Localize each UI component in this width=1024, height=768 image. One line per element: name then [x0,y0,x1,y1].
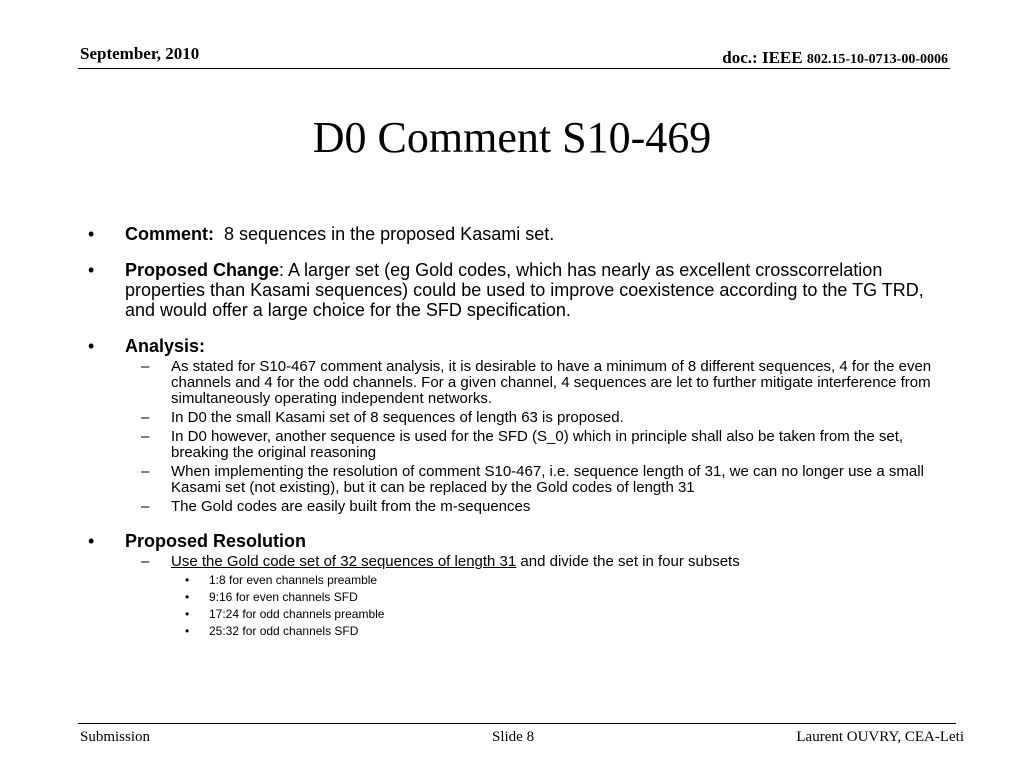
analysis-item [88,429,948,461]
footer-divider [78,723,956,724]
bullet-marker: • [88,531,95,551]
analysis-item [88,464,948,496]
bullet-proposed-resolution [88,531,948,551]
dash-marker: – [141,409,150,426]
proposed-resolution-label: Proposed Resolution [125,531,307,551]
doc-prefix: doc.: IEEE [722,48,803,67]
footer-submission: Submission [80,729,151,745]
dash-marker: – [141,463,150,480]
slide-body [88,224,948,638]
dash-marker: – [141,553,150,570]
resolution-subitem [88,590,948,604]
resolution-underlined-text: Use the Gold code set of 32 sequences of length 31 [171,553,517,570]
dash-marker: – [141,428,150,445]
bullet-proposed-change [88,260,948,320]
dash-marker: – [141,498,150,515]
resolution-item [88,554,948,570]
analysis-item [88,410,948,426]
sub-bullet-marker: • [185,573,190,587]
analysis-label: Analysis: [125,336,206,356]
proposed-change-text: : A larger set (eg Gold codes, which has nearly as excellent crosscorrelation properties than Kasami sequences) could be used to improve coexistence according to the TG TRD, and would offer a large choice for the SFD specification. [125,260,924,320]
bullet-comment [88,224,948,244]
resolution-subitem-text: 1:8 for even channels preamble [209,573,378,587]
resolution-rest-text: and divide the set in four subsets [516,553,740,570]
analysis-item-text: The Gold codes are easily built from the m-sequences [171,498,531,515]
doc-number: 802.15-10-0713-00-0006 [806,52,948,67]
bullet-marker: • [88,260,95,280]
analysis-item-text: In D0 however, another sequence is used for the SFD (S_0) which in principle shall also be taken from the set, breaking the original reasoning [171,428,904,461]
slide-title: D0 Comment S10-469 [312,113,712,162]
resolution-subitem [88,624,948,638]
bullet-analysis [88,336,948,356]
dash-marker: – [141,358,150,375]
analysis-item [88,499,948,515]
header-date: September, 2010 [80,44,200,63]
bullet-marker: • [88,224,95,244]
resolution-subitem-text: 9:16 for even channels SFD [209,590,358,604]
bullet-marker: • [88,336,95,356]
analysis-item-text: In D0 the small Kasami set of 8 sequences of length 63 is proposed. [171,409,624,426]
comment-text: 8 sequences in the proposed Kasami set. [224,224,555,244]
resolution-subitem-text: 17:24 for odd channels preamble [209,607,385,621]
header-divider [78,68,950,69]
sub-bullet-marker: • [185,624,190,638]
analysis-item-text: When implementing the resolution of comment S10-467, i.e. sequence length of 31, we can no longer use a small Kasami set (not existing), but it can be replaced by the Gold codes of length 31 [171,463,924,496]
footer-slide-number: Slide 8 [492,729,535,745]
footer-author: Laurent OUVRY, CEA-Leti [796,729,964,745]
sub-bullet-marker: • [185,590,190,604]
resolution-subitem [88,573,948,587]
proposed-change-label: Proposed Change [125,260,280,280]
sub-bullet-marker: • [185,607,190,621]
analysis-item-text: As stated for S10-467 comment analysis, it is desirable to have a minimum of 8 different sequences, 4 for the even channels and 4 for the odd channels. For a given channel, 4 sequences are let to further mitigate interference from simultaneously operating independent networks. [171,358,932,407]
header-doc-id [722,48,948,68]
resolution-subitem-text: 25:32 for odd channels SFD [209,624,359,638]
resolution-subitem [88,607,948,621]
comment-label: Comment: [125,224,214,244]
analysis-item [88,359,948,407]
